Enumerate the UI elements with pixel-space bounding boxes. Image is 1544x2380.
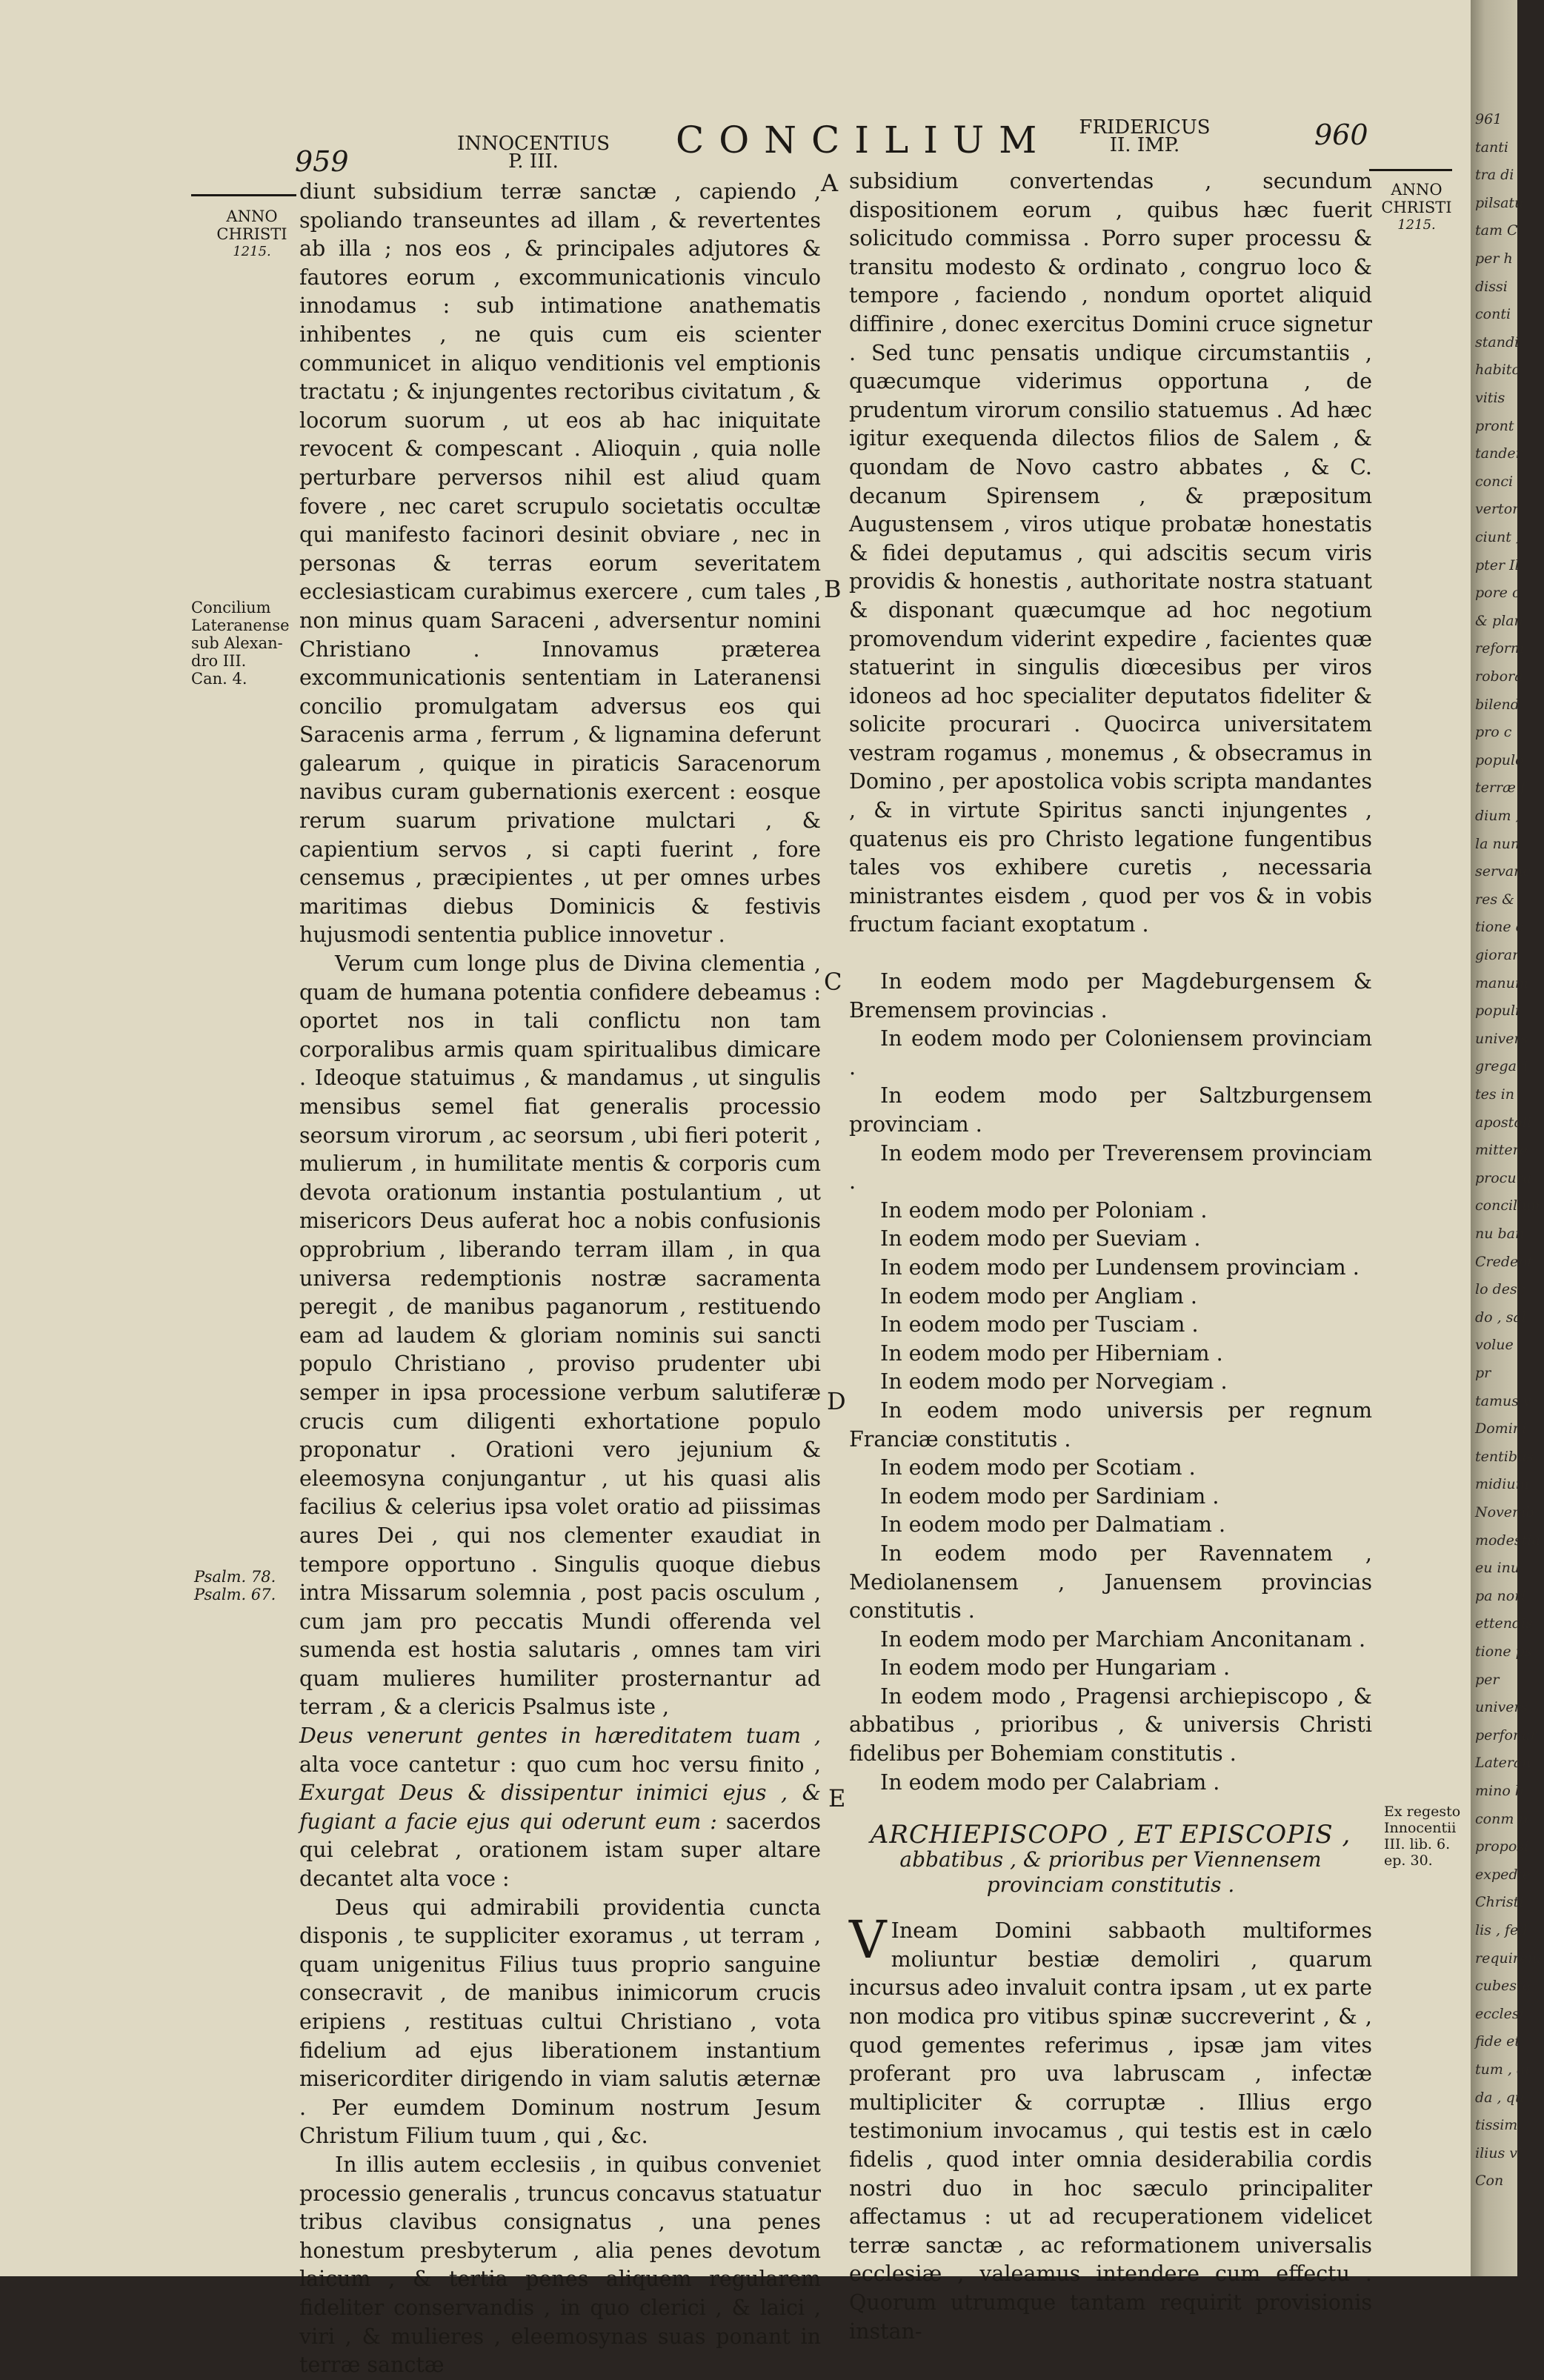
province-list-item: In eodem modo per Lundensem provinciam . <box>880 1254 1360 1280</box>
next-page-fragment: conti <box>1475 306 1511 323</box>
psalm-tail: sacerdos qui celebrat , orationem istam super altare decantet alta voce : <box>299 1809 821 1892</box>
province-list-item: In eodem modo universis per regnum Franciæ constitutis . <box>849 1397 1372 1452</box>
next-page-fragment: Con <box>1475 2173 1504 2190</box>
right-margin-anno <box>1380 181 1454 234</box>
province-list-item: In eodem modo per Norvegiam . <box>880 1369 1228 1395</box>
next-page-fragment: tander <box>1475 445 1523 462</box>
next-page-fragment: concilium <box>1475 1197 1544 1214</box>
next-page-fragment: tum , at <box>1475 2061 1531 2078</box>
left-paragraph: Verum cum longe plus de Divina clementia , quam de humana potentia confidere debeamus : oportet nos in tali conflictu non tam corporalibus armis quam spiritualibus dimicare . Ideoque statuimus , & mandamus , ut singulis mensibus semel fiat generalis processio seorsum virorum , ac seorsum , ubi fieri poterit , mulierum , in humilitate mentis & corporis cum devota orationum instantia postulantium , ut misericors Deus auferat hoc a nobis confusionis opprobrium , liberando terram illam , in qua universa redemptionis nostræ sacramenta peregit , de manibus paganorum , restituendo eam ad laudem & gloriam nominis sui sancti populo Christiano , proviso prudenter ubi semper in ipsa processione verbum salutiferæ crucis cum diligenti exhortatione populo proponatur . Orationi vero jejunium & eleemosyna conjungantur , ut his quasi alis facilius & celerius ipsa volet oratio ad piissimas aures Dei , qui nos clementer exaudiat in tempore opportuno . Singulis quoque diebus intra Missarum solemnia , post pacis osculum , cum jam pro peccatis Mundi offerenda vel sumenda est hostia salutaris , omnes tam viri quam mulieres humiliter prosternantur ad terram , & a clericis Psalmus iste , <box>299 951 821 1720</box>
province-list-item: In eodem modo , Pragensi archiepiscopo , & abbatibus , prioribus , & universis Christi fidelibus per Bohemiam constitutis . <box>849 1683 1372 1766</box>
left-year-label: 1215. <box>233 244 271 259</box>
next-page-edge <box>1471 0 1544 2276</box>
next-page-fragment: apostoli <box>1475 1114 1531 1131</box>
left-paragraph-psalm <box>299 1722 821 1894</box>
next-page-fragment: populi <box>1475 1003 1520 1020</box>
next-page-fragment: fide et <box>1475 2033 1520 2050</box>
left-running-head <box>437 133 630 173</box>
province-list-item: In eodem modo per Sardiniam . <box>880 1483 1219 1509</box>
section-letter-e: E <box>828 1784 846 1812</box>
next-page-fragment: midium <box>1475 1476 1529 1493</box>
next-page-fragment: per h <box>1475 250 1513 267</box>
left-christi-label: CHRISTI <box>216 225 287 243</box>
left-running-line-2: P. III. <box>508 150 559 173</box>
psalm-connector: alta voce cantetur : quo cum hoc versu finito , <box>299 1752 821 1777</box>
next-page-fragment: lo desc <box>1475 1281 1525 1298</box>
next-page-fragment: Christi <box>1475 1894 1524 1911</box>
next-page-fragment: Credent <box>1475 1253 1534 1270</box>
concilium-note-line: Concilium <box>191 599 271 616</box>
concilium-note-line: dro III. <box>191 652 247 670</box>
province-list-item: In eodem modo per Tusciam . <box>880 1312 1199 1337</box>
province-list-item: In eodem modo per Poloniam . <box>880 1197 1208 1223</box>
province-list-item: In eodem modo per Dalmatiam . <box>880 1512 1226 1538</box>
psalm-note-line: Psalm. 67. <box>194 1586 276 1603</box>
right-dash-rule <box>1369 169 1452 171</box>
next-page-fragment: populo <box>1475 751 1524 768</box>
next-page-fragment: pter Il <box>1475 556 1520 574</box>
province-list-item: In eodem modo per Hungariam . <box>880 1655 1231 1681</box>
right-running-head <box>1059 116 1230 156</box>
regesto-note-line: Ex regesto <box>1384 1804 1461 1820</box>
next-page-fragment: eu inu <box>1475 1560 1520 1577</box>
next-page-fragment: tamus v <box>1475 1392 1531 1409</box>
next-page-fragment: ecclesi <box>1475 2005 1524 2022</box>
left-paragraph-prayer: Deus qui admirabili providentia cuncta disponis , te suppliciter exoramus , ut terram , quam unigenitus Filius tuus proprio sanguine consecravit , de manibus inimicorum crucis eripiens , restituas cultui Christiano , vota fidelium ad ejus liberationem instantium misericorditer dirigendo in viam salutis æternæ . Per eumdem Dominum nostrum Jesum Christum Filium tuum , qui , &c. <box>299 1895 821 2149</box>
next-page-fragment: servanc <box>1475 863 1531 880</box>
left-page-number: 959 <box>295 145 349 178</box>
right-text-column <box>849 167 1372 2346</box>
concilium-note-line: Can. 4. <box>191 670 247 688</box>
next-page-fragment: cubeste <box>1475 1978 1531 1995</box>
next-page-fragment: lis , fed <box>1475 1922 1528 1938</box>
next-page-fragment: manum <box>1475 974 1528 991</box>
right-running-line-1: FRIDERICUS <box>1079 116 1211 139</box>
next-page-fragment: 961 <box>1475 111 1503 127</box>
psalm-note-line: Psalm. 78. <box>194 1568 276 1586</box>
next-page-fragment: perfonar <box>1475 1726 1537 1744</box>
right-running-line-2: II. IMP. <box>1109 134 1180 156</box>
left-margin-concilium-note <box>191 599 302 688</box>
next-page-fragment: ilius vi <box>1475 2144 1523 2161</box>
next-page-fragment: tes in <box>1475 1086 1514 1103</box>
next-page-fragment: requirens <box>1475 1949 1544 1967</box>
next-page-fragment: standi <box>1475 333 1520 350</box>
province-list-item: In eodem modo per Saltzburgensem provinciam . <box>849 1083 1372 1137</box>
province-list-item: In eodem modo per Treverensem provinciam . <box>849 1140 1372 1194</box>
next-page-fragment: dissi <box>1475 278 1508 295</box>
page-title: CONCILIUM <box>676 119 1052 162</box>
section-letter-d: D <box>827 1387 846 1415</box>
section-heading <box>849 1822 1372 1898</box>
next-page-fragment: univers <box>1475 1699 1528 1716</box>
left-margin-psalm-note <box>194 1568 298 1603</box>
province-list-item: In eodem modo per Scotiam . <box>880 1455 1196 1480</box>
next-page-fragment: tione ps <box>1475 1643 1532 1660</box>
province-list-item: In eodem modo per Angliam . <box>880 1283 1197 1309</box>
next-page-fragment: res & <box>1475 891 1515 908</box>
right-anno-label: ANNO <box>1391 181 1442 199</box>
next-page-fragment: Novemb <box>1475 1504 1535 1520</box>
next-page-fragment: ettendis <box>1475 1615 1533 1632</box>
next-page-fragment: tentibus <box>1475 1448 1534 1465</box>
left-paragraph: In illis autem ecclesiis , in quibus conveniet processio generalis , truncus concavus statuatur tribus clavibus consignatus , una penes honestum presbyterum , alia penes devotum laicum , & tertia penes aliquem regularem fideliter conservandis , in quo clerici , & laici , viri , & mulieres , eleemosynas suas ponant in terræ sanctæ <box>299 2152 821 2378</box>
drop-cap: V <box>849 1909 887 1971</box>
right-page-number: 960 <box>1314 119 1368 151</box>
next-page-fragment: tam C <box>1475 222 1518 239</box>
next-page-fragment: ciunt , <box>1475 529 1520 545</box>
next-page-fragment: do , sal <box>1475 1309 1526 1326</box>
final-paragraph-text: Ineam Domini sabbaoth multiformes moliuntur bestiæ demoliri , quarum incursus adeo invaluit contra ipsam , ut ex parte non modica pro vitibus spinæ succreverint , & , quod gementes referimus , ipsæ jam vites proferant pro uva labruscam , infectæ multipliciter & corruptæ . Illius ergo testimonium invocamus , qui testis est in cælo fidelis , quod inter omnia desiderabilia cordis nostri duo in hoc sæculo principaliter affectamus : ut ad recuperationem videlicet terræ sanctæ , ac reformationem universalis ecclesiæ , valeamus intendere cum effectu . Quorum utrumque tantam requirit provisionis instan- <box>849 1918 1372 2344</box>
right-christi-label: CHRISTI <box>1381 199 1452 216</box>
left-dash-rule <box>191 194 296 196</box>
next-page-fragment: tanti <box>1475 139 1508 156</box>
next-page-fragment: gregari <box>1475 1058 1528 1075</box>
next-page-fragment: mino h <box>1475 1783 1525 1799</box>
next-page-fragment: pa nori <box>1475 1587 1526 1604</box>
next-page-fragment: & plan <box>1475 612 1523 629</box>
next-page-fragment: conm p <box>1475 1810 1528 1827</box>
section-heading-line-2: abbatibus , & prioribus per Viennensem <box>899 1847 1322 1872</box>
province-list-item: In eodem modo per Coloniensem provinciam . <box>849 1026 1372 1080</box>
next-page-fragment: Lateran <box>1475 1755 1531 1772</box>
next-page-fragment: terræ f <box>1475 780 1525 797</box>
next-page-fragment: pront <box>1475 417 1514 434</box>
section-letter-b: B <box>824 575 842 603</box>
right-margin-regesto-note <box>1384 1804 1465 1869</box>
next-page-fragment: reform <box>1475 640 1524 657</box>
next-page-fragment: pro c <box>1475 724 1512 741</box>
concilium-note-line: Lateranense <box>191 616 290 634</box>
next-page-fragment: bilend <box>1475 696 1520 713</box>
next-page-fragment: conci <box>1475 473 1514 490</box>
next-page-fragment: tra di <box>1475 167 1514 184</box>
next-page-fragment: pilsatu <box>1475 194 1524 211</box>
next-page-fragment: da , qu <box>1475 2089 1525 2106</box>
next-page-fragment: dium , <box>1475 808 1520 824</box>
next-page-fragment: vitis <box>1475 390 1505 406</box>
next-page-fragment: per <box>1475 1671 1500 1688</box>
left-running-line-1: INNOCENTIUS <box>456 133 610 155</box>
next-page-fragment: Domini <box>1475 1420 1527 1437</box>
left-margin-anno <box>207 207 296 261</box>
next-page-fragment: tissim <box>1475 2117 1518 2134</box>
next-page-fragment: mittere <box>1475 1142 1528 1159</box>
section-letter-a: A <box>821 169 839 197</box>
psalm-incipit: Deus venerunt gentes in hæreditatem tuam , <box>299 1723 821 1749</box>
next-page-fragment: proposi <box>1475 1838 1529 1855</box>
final-paragraph <box>849 1909 1372 2346</box>
next-page-fragment: expedie <box>1475 1866 1531 1883</box>
regesto-note-line: ep. 30. <box>1384 1852 1433 1869</box>
province-list-item: In eodem modo per Hiberniam . <box>880 1340 1223 1366</box>
left-paragraph: diunt subsidium terræ sanctæ , capiendo , spoliando transeuntes ad illam , & revertentes ab illa ; nos eos , & principales adjutores & fautores eorum , excommunicationis vinculo innodamus : sub intimatione anathematis inhibentes , ne quis cum eis scienter communicet in aliquo venditionis vel emptionis tractatu ; & injungentes rectoribus civitatum , & locorum suorum , ut eos ab hac iniquitate revocent & compescant . Alioquin , quia nolle perturbare perversos nihil est aliud quam fovere , nec caret scrupulo societatis occultæ qui manifesto facinori desinit obviare , nec in personas & terras eorum severitatem ecclesiasticam curabimus exercere , cum tales , non minus quam Saraceni , adversentur nomini Christiano . Innovamus præterea excommunicationis sententiam in Lateranensi concilio promulgatam adversus eos qui Saracenis arma , ferrum , & lignamina deferunt galearum , quique in piraticis Saracenorum navibus curam gubernationis exercent : eosque rerum suarum privatione mulctari , & capientium servos , si capti fuerint , fore censemus , præcipientes , ut per omnes urbes maritimas diebus Dominicis & festivis hujusmodi sententia publice innovetur . <box>299 179 821 948</box>
right-year-label: 1215. <box>1397 217 1436 233</box>
province-list-item: In eodem modo per Calabriam . <box>880 1769 1220 1795</box>
next-page-fragment: volue <box>1475 1337 1514 1354</box>
left-text-column <box>299 178 821 2380</box>
next-page-fragment: nu ban <box>1475 1226 1525 1242</box>
section-heading-line-3: provinciam constitutis . <box>986 1872 1235 1898</box>
next-page-fragment: tione c <box>1475 919 1524 936</box>
left-anno-label: ANNO <box>226 207 278 225</box>
province-list-item: In eodem modo per Sueviam . <box>880 1226 1201 1252</box>
next-page-fragment: habito <box>1475 362 1520 379</box>
psalm-verse: Exurgat Deus & dissipentur inimici ejus , & fugiant a facie ejus qui oderunt eum : <box>299 1781 821 1834</box>
next-page-fragment: la nun <box>1475 835 1520 852</box>
next-page-fragment: robora <box>1475 668 1523 685</box>
next-page-fragment: univers <box>1475 1030 1528 1047</box>
next-page-fragment: vertor <box>1475 501 1520 518</box>
next-page-fragment: pr <box>1475 1365 1491 1381</box>
next-page-fragment: procura <box>1475 1169 1531 1186</box>
regesto-note-line: III. lib. 6. <box>1384 1836 1451 1852</box>
regesto-note-line: Innocentii <box>1384 1820 1457 1836</box>
province-list-item: In eodem modo per Marchiam Anconitanam . <box>880 1626 1366 1652</box>
province-list-item: In eodem modo per Ravennatem , Mediolanensem , Januensem provincias constitutis . <box>849 1540 1372 1623</box>
next-page-fragment: giorar <box>1475 947 1520 963</box>
next-page-fragment: modestia <box>1475 1532 1540 1549</box>
next-page-fragment: pore c <box>1475 585 1520 602</box>
province-list <box>849 968 1372 1797</box>
section-letter-c: C <box>824 968 842 996</box>
section-heading-line-1: ARCHIEPISCOPO , ET EPISCOPIS , <box>870 1820 1351 1850</box>
right-intro-paragraph: subsidium convertendas , secundum dispositionem eorum , quibus hæc fuerit solicitudo commissa . Porro super processu & transitu modesto & ordinato , congruo loco & tempore , faciendo , nondum oportet aliquid diffinire , donec exercitus Domini cruce signetur . Sed tunc pensatis undique circumstantiis , quæcumque viderimus opportuna , de prudentum virorum consilio statuemus . Ad hæc igitur exequenda dilectos filios de Salem , & quondam de Novo castro abbates , & C. decanum Spirensem , & præpositum Augustensem , viros utique probatæ honestatis & fidei deputamus , qui adscitis secum viris providis & honestis , authoritate nostra statuant & disponant quæcumque ad hoc negotium promovendum viderint expedire , facientes quæ statuerint in singulis diœcesibus per viros idoneos ad hoc specialiter deputatos fideliter & solicite procurari . Quocirca universitatem vestram rogamus , monemus , & obsecramus in Domino , per apostolica vobis scripta mandantes , & in virtute Spiritus sancti injungentes , quatenus eis pro Christo legatione fungentibus tales vos exhibere curetis , necessaria ministrantes eisdem , quod per vos & in vobis fructum faciant exoptatum . <box>849 169 1372 937</box>
province-list-item: In eodem modo per Magdeburgensem & Bremensem provincias . <box>849 969 1372 1023</box>
concilium-note-line: sub Alexan- <box>191 634 283 652</box>
